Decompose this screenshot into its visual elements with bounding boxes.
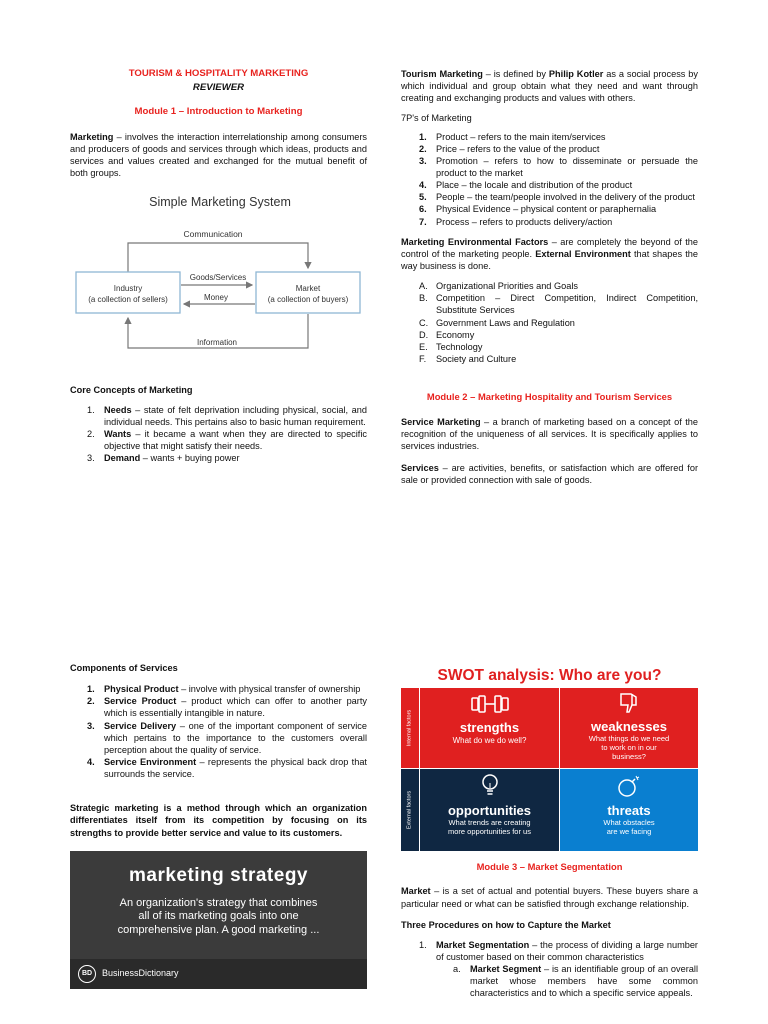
list-num: 4. [87, 756, 95, 767]
industry-sub: (a collection of sellers) [88, 294, 168, 304]
list-num: B. [419, 293, 428, 304]
swot-w-sub1: What things do we need [588, 734, 670, 744]
list-item [419, 203, 698, 215]
swot-weaknesses [560, 688, 698, 768]
swot-strengths [420, 688, 559, 768]
ms-body-line2: all of its marketing goals into one [138, 910, 299, 923]
list-text: Product – refers to the main item/services [436, 131, 606, 142]
list-text: – involve with physical transfer of ownership [178, 684, 361, 695]
diagram-goods: Goods/Services [189, 272, 247, 282]
mef-mid: – are completely the beyond of the control of the marketing people. [401, 236, 698, 259]
list-term: Demand [104, 453, 141, 464]
industry-label: Industry [113, 283, 143, 293]
list-item [87, 404, 367, 428]
list-term: Service Environment [104, 756, 197, 767]
list-num: F. [419, 353, 427, 364]
list-item [419, 317, 698, 329]
components-heading: Components of Services [70, 663, 178, 673]
ms-title: marketing strategy [128, 864, 308, 886]
list-num: 4. [419, 180, 427, 191]
page2-left-column [70, 662, 367, 989]
swot-s-title: strengths [459, 720, 520, 736]
list-item [419, 155, 698, 179]
marketing-def-text: – involves the interaction interrelationship among consumers and producers of goods and services through which ideas, products and services and values created and exchanged for the mutual benefit of both groups. [70, 131, 367, 179]
diagram-communication: Communication [183, 228, 243, 239]
list-text: – the process of dividing a large number of customer based on their common characteristics [436, 939, 698, 962]
swot-threats [560, 769, 698, 851]
list-num: C. [419, 317, 429, 328]
page1-left-column [70, 68, 367, 464]
market-sub: (a collection of buyers) [267, 294, 349, 304]
list-term: Market Segment [470, 964, 542, 975]
ms-footer [70, 959, 367, 989]
swot-w-sub2: to work on in our [601, 742, 657, 752]
swot-opportunities [420, 769, 559, 851]
diagram-title: Simple Marketing System [149, 194, 291, 209]
list-text: Promotion – refers to how to disseminate or persuade the product to the market [436, 155, 698, 178]
list-num: 1. [419, 939, 427, 950]
list-item [419, 280, 698, 292]
list-num: 2. [87, 696, 95, 707]
mef-definition [401, 236, 698, 272]
simple-marketing-system-diagram [70, 190, 367, 362]
list-item [87, 756, 367, 780]
list-num: 2. [419, 143, 427, 154]
list-item [419, 292, 698, 316]
swot-s-sub: What do we do well? [452, 736, 527, 746]
tm-mid: – is defined by [482, 69, 549, 79]
list-item [419, 353, 698, 365]
market-label: Market [295, 283, 321, 293]
swot-w-sub3: business? [612, 751, 646, 761]
diagram-information: Information [196, 337, 238, 347]
tm-kotler: Philip Kotler [548, 69, 604, 79]
list-text: – wants + buying power [140, 453, 240, 464]
list-text: Physical Evidence – physical content or paraphernalia [436, 204, 657, 215]
list-item [419, 939, 698, 963]
services-text: – are activities, benefits, or satisfaction which are offered for sale or provided connection with sale of goods. [401, 462, 698, 486]
list-term: Service Product [104, 696, 177, 707]
list-item [419, 179, 698, 191]
swot-image [401, 662, 698, 852]
tourism-marketing-def [401, 68, 698, 104]
list-item [419, 191, 698, 203]
marketing-strategy-image [70, 851, 367, 989]
list-item [419, 341, 698, 353]
list-item [87, 428, 367, 452]
tm-term: Tourism Marketing [401, 69, 483, 79]
list-term: Market Segmentation [436, 939, 530, 950]
mef-rest: that shapes the way business is done. [401, 248, 698, 271]
bd-logo-icon: BD [78, 965, 96, 983]
7ps-heading: 7P's of Marketing [401, 113, 472, 124]
list-num: 3. [419, 155, 427, 166]
dumbbell-icon [470, 694, 510, 714]
list-text: – represents the physical back drop that surrounds the service. [104, 756, 367, 780]
list-num: 6. [419, 204, 427, 215]
list-item [419, 143, 698, 155]
list-text: – one of the important component of service which pertains to the importance to the customers overall perception about the quality of service. [104, 720, 367, 755]
services-term: Services [401, 462, 439, 473]
module2-heading: Module 2 – Marketing Hospitality and Tourism Services [426, 391, 673, 403]
list-text: – it became a want when they are directed to specific objective that might satisfy their needs. [104, 428, 367, 452]
ms-body-line3: comprehensive plan. A good marketing ... [117, 924, 320, 937]
sm-term: Service Marketing [401, 416, 481, 427]
ms-brand: BusinessDictionary [102, 967, 179, 978]
bomb-icon [616, 773, 642, 799]
list-num: 3. [87, 453, 95, 464]
list-text: Place – the locale and distribution of the product [436, 180, 633, 191]
list-item [87, 695, 367, 719]
swot-t-sub1: What obstacles [603, 818, 655, 828]
swot-o-title: opportunities [447, 803, 532, 819]
list-text: – is an identifiable group of an overall market whose members have some common characteristics and to which a specific service appeals. [470, 964, 698, 999]
list-text: Technology [436, 341, 483, 352]
swot-o-sub1: What trends are creating [448, 818, 531, 828]
list-num: 1. [419, 131, 427, 142]
lightbulb-icon [480, 773, 500, 799]
mef-ext: External Environment [535, 248, 631, 259]
list-item [419, 329, 698, 341]
swot-title: SWOT analysis: Who are you? [437, 667, 662, 684]
service-marketing-def [401, 416, 698, 452]
list-item [419, 131, 698, 143]
list-num: 1. [87, 404, 95, 415]
market-text: – is a set of actual and potential buyers. These buyers share a particular need or what can be satisfied through exchange relationship. [401, 886, 698, 909]
list-text: Organizational Priorities and Goals [436, 281, 578, 292]
list-num: 3. [87, 720, 95, 731]
list-text: Price – refers to the value of the product [436, 143, 600, 154]
core-concepts-list [87, 404, 367, 465]
module3-heading: Module 3 – Market Segmentation [476, 861, 623, 872]
list-num: 7. [419, 216, 427, 227]
list-num: A. [419, 281, 428, 292]
list-term: Physical Product [104, 684, 179, 695]
list-num: 5. [419, 192, 427, 203]
list-num: 2. [87, 428, 95, 439]
doc-title: TOURISM & HOSPITALITY MARKETING [128, 68, 309, 79]
mef-term: Marketing Environmental Factors [401, 236, 549, 247]
ms-body-line1: An organization's strategy that combines [119, 896, 318, 909]
sm-text: – a branch of marketing based on a concept of the recognition of the uniqueness of all services. It is specifically applies to services industries. [401, 416, 698, 451]
swot-t-title: threats [607, 803, 651, 819]
swot-t-sub2: are we facing [606, 826, 652, 836]
list-term: Needs [104, 404, 132, 415]
list-text: Economy [436, 329, 475, 340]
list-text: Government Laws and Regulation [436, 317, 575, 328]
market-definition [401, 885, 698, 909]
7ps-list [419, 131, 698, 228]
page1-right-column [401, 68, 698, 486]
module1-heading: Module 1 – Introduction to Marketing [134, 106, 303, 118]
market-term: Market [401, 886, 431, 897]
list-item [87, 683, 367, 695]
list-text: People – the team/people involved in the delivery of the product [436, 192, 695, 203]
strategic-marketing-text: Strategic marketing is a method through which an organization differentiates itself from its competition by focusing on its strengths to provide better service and value to its customers. [70, 803, 367, 838]
tm-rest: as a social process by which individual and group obtain what they need and want through creating and exchanging products and values with others. [401, 69, 698, 104]
thumbs-down-icon [617, 691, 641, 715]
swot-external-label: External factors [401, 769, 419, 851]
list-text: – product which can offer to another party which is essentially intangible in nature. [104, 696, 367, 719]
marketing-definition [70, 131, 367, 180]
list-term: Wants [104, 428, 132, 439]
marketing-term: Marketing [70, 131, 114, 142]
diagram-money: Money [203, 292, 229, 302]
page2-right-column [401, 662, 698, 1000]
services-def [401, 462, 698, 486]
components-list [87, 683, 367, 780]
swot-o-sub2: more opportunities for us [448, 826, 531, 836]
list-item [453, 963, 698, 999]
list-text: Process – refers to products delivery/action [436, 216, 613, 227]
core-concepts-heading: Core Concepts of Marketing [70, 384, 193, 395]
list-num: D. [419, 329, 429, 340]
three-procedures-heading: Three Procedures on how to Capture the Market [401, 919, 611, 930]
doc-subtitle: REVIEWER [192, 81, 245, 93]
list-item [87, 452, 367, 464]
list-text: – state of felt deprivation including physical, social, and individual needs. This pertains also to basic human requirement. [104, 404, 367, 427]
list-num: 1. [87, 684, 95, 695]
list-text: Society and Culture [436, 353, 517, 364]
list-item [419, 216, 698, 228]
list-text: Competition – Direct Competition, Indirect Competition, Substitute Services [436, 293, 698, 316]
swot-w-title: weaknesses [591, 719, 667, 735]
factors-list [419, 280, 698, 365]
swot-internal-label: Internal factors [401, 688, 419, 768]
list-num: a. [453, 964, 461, 975]
list-num: E. [419, 341, 428, 352]
list-term: Service Delivery [104, 720, 177, 731]
list-item [87, 720, 367, 756]
